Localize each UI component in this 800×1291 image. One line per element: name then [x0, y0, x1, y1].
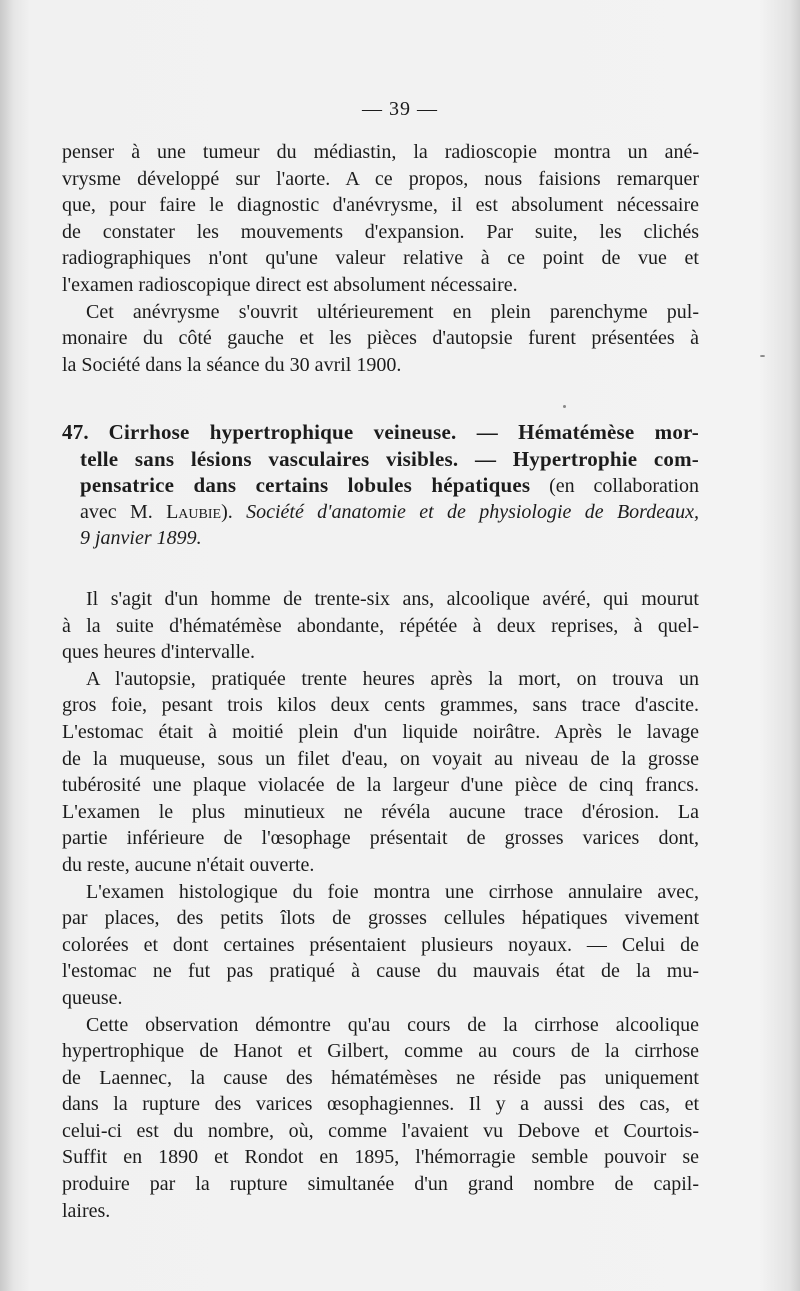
text-line: à la suite d'hématémèse abondante, répétée à deux reprises, à quel-	[62, 614, 699, 637]
text-line: Cet anévrysme s'ouvrit ultérieurement en plein parenchyme pul-	[86, 300, 699, 323]
collab-name: Laubie	[166, 500, 222, 523]
text-line: A l'autopsie, pratiquée trente heures après la mort, on trouva un	[86, 667, 699, 690]
entry-date: 9 janvier 1899.	[80, 527, 202, 550]
scan-speck	[563, 405, 566, 408]
text-line: monaire du côté gauche et les pièces d'autopsie furent présentées à	[62, 327, 699, 350]
entry-title-part: Cirrhose hypertrophique veineuse. — Hématémèse mor-	[108, 420, 699, 444]
text-line: Cette observation démontre qu'au cours de la cirrhose alcoolique	[86, 1013, 699, 1036]
intro-section	[62, 139, 699, 378]
text-line: l'estomac ne fut pas pratiqué à cause du mauvais état de la mu-	[62, 960, 699, 983]
text-line: L'estomac était à moitié plein d'un liquide noirâtre. Après le lavage	[62, 720, 699, 743]
entry-title-line	[62, 419, 699, 446]
entry-number: 47.	[62, 420, 89, 444]
text-line: ques heures d'intervalle.	[62, 641, 255, 664]
text-line: celui-ci est du nombre, où, comme l'avaient vu Debove et Courtois-	[62, 1119, 699, 1142]
text-line: de la muqueuse, sous un filet d'eau, on voyait au niveau de la grosse	[62, 747, 699, 770]
entry-heading	[62, 419, 699, 552]
text-line: de Laennec, la cause des hématémèses ne réside pas uniquement	[62, 1066, 699, 1089]
entry-title-part: telle sans lésions vasculaires visibles. — Hypertrophie com-	[80, 446, 699, 471]
text-line: vrysme développé sur l'aorte. A ce propos, nous faisions remarquer	[62, 167, 699, 190]
entry-title-line	[62, 446, 699, 473]
entry-citation-line	[62, 499, 699, 526]
text-line: L'examen histologique du foie montra une cirrhose annulaire avec,	[86, 880, 699, 903]
collab-suffix: ).	[221, 500, 247, 523]
entry-title-line	[62, 472, 699, 499]
entry-title-part: pensatrice dans certains lobules hépatiques	[80, 473, 531, 498]
text-line: par places, des petits îlots de grosses cellules hépatiques vivement	[62, 907, 699, 930]
text-line: la Société dans la séance du 30 avril 1900.	[62, 353, 402, 376]
text-line: partie inférieure de l'œsophage présentait de grosses varices dont,	[62, 827, 699, 850]
scan-speck	[760, 355, 765, 357]
text-line: hypertrophique de Hanot et Gilbert, comme au cours de la cirrhose	[62, 1040, 699, 1063]
text-line: dans la rupture des varices œsophagiennes. Il y a aussi des cas, et	[62, 1093, 699, 1116]
text-line: que, pour faire le diagnostic d'anévrysme, il est absolument nécessaire	[62, 194, 699, 217]
entry-date-line	[62, 525, 699, 552]
text-line: penser à une tumeur du médiastin, la radioscopie montra un ané-	[62, 141, 699, 163]
text-line: du reste, aucune n'était ouverte.	[62, 853, 315, 876]
text-line: tubérosité une plaque violacée de la largeur d'une pièce de cinq francs.	[62, 774, 699, 797]
body-section	[62, 586, 699, 1224]
entry-collab-intro: (en collaboration	[530, 475, 699, 498]
text-line: colorées et dont certaines présentaient plusieurs noyaux. — Celui de	[62, 933, 699, 956]
text-line: de constater les mouvements d'expansion. Par suite, les clichés	[62, 220, 699, 243]
text-line: laires.	[62, 1199, 111, 1222]
text-line: gros foie, pesant trois kilos deux cents grammes, sans trace d'ascite.	[62, 694, 699, 717]
text-line: Il s'agit d'un homme de trente-six ans, alcoolique avéré, qui mourut	[86, 588, 699, 610]
text-line: queuse.	[62, 986, 123, 1009]
collab-prefix: avec M.	[80, 500, 167, 523]
text-line: L'examen le plus minutieux ne révéla aucune trace d'érosion. La	[62, 800, 699, 823]
text-line: radiographiques n'ont qu'une valeur relative à ce point de vue et	[62, 247, 699, 270]
text-line: produire par la rupture simultanée d'un grand nombre de capil-	[62, 1173, 699, 1196]
page-number: — 39 —	[362, 98, 438, 120]
text-line: l'examen radioscopique direct est absolument nécessaire.	[62, 273, 518, 296]
text-line: Suffit en 1890 et Rondot en 1895, l'hémorragie semble pouvoir se	[62, 1146, 699, 1169]
journal-name: Société d'anatomie et de physiologie de Bordeaux,	[246, 500, 699, 523]
